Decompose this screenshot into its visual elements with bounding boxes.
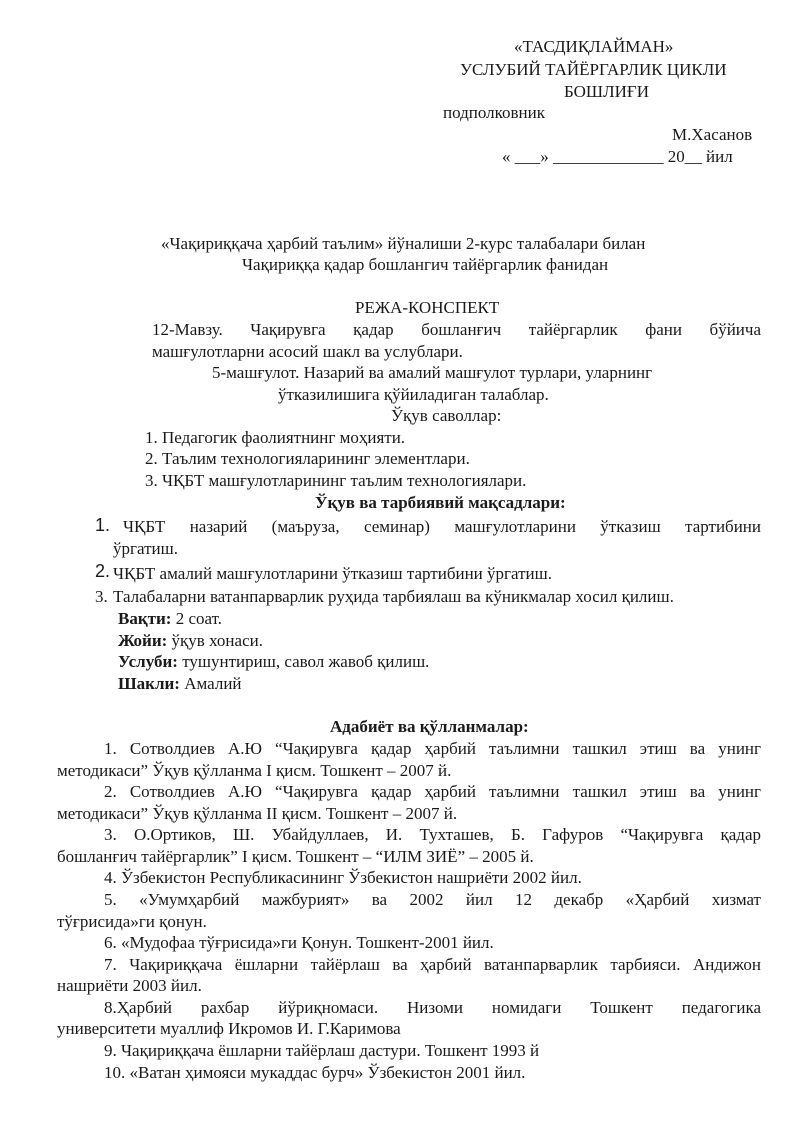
objective-text-line1: Талабаларни ватанпарварлик руҳида тарбиялаш ва кўникмалар хосил қилиш. <box>113 587 674 606</box>
detail-value: тушунтириш, савол жавоб қилиш. <box>177 652 430 671</box>
question-item: 1. Педагогик фаолиятнинг моҳияти. <box>145 428 406 447</box>
document-title: РЕЖА-КОНСПЕКТ <box>355 298 500 317</box>
intro-line1: «Чақириққача ҳарбий таълим» йўналиши 2-курс талабалари билан <box>161 234 646 253</box>
literature-item: 5. «Умумҳарбий мажбурият» ва 2002 йил 12 декабр «Ҳарбий хизмат <box>104 890 761 909</box>
literature-item: 6. «Мудофаа тўғрисида»ги Қонун. Тошкент-2001 йил. <box>104 933 494 952</box>
approval-cycle-line1: УСЛУБИЙ ТАЙЁРГАРЛИК ЦИКЛИ <box>460 60 727 79</box>
topic-line2: машғулотларни асосий шакл ва услублари. <box>152 342 463 361</box>
objective-text-line1: ЧҚБТ назарий (маъруза, семинар) машғулотларини ўтказиш тартибини <box>123 517 761 536</box>
detail-form <box>118 675 242 692</box>
literature-item-cont: методикаси” Ўқув қўлланма I қисм. Тошкент – 2007 й. <box>57 761 452 780</box>
detail-value: 2 соат. <box>171 609 223 628</box>
detail-method <box>118 653 429 670</box>
literature-item-cont: тўғрисида»ги қонун. <box>57 912 207 931</box>
literature-item: 7. Чақириққача ёшларни тайёрлаш ва ҳарбий ватанпарварлик тарбияси. Андижон <box>104 955 761 974</box>
literature-item: 10. «Ватан ҳимояси мукаддас бурч» Ўзбекистон 2001 йил. <box>104 1063 526 1082</box>
literature-item: 2. Сотволдиев А.Ю “Чақирувга қадар ҳарбий таълимни ташкил этиш ва унинг <box>104 782 761 801</box>
literature-item-cont: университети муаллиф Икромов И. Г.Каримова <box>57 1019 401 1038</box>
objectives-heading: Ўқув ва тарбиявий мақсадлари: <box>315 493 566 512</box>
literature-item: 8.Ҳарбий рахбар йўриқномаси. Низоми номидаги Тошкент педагогика <box>104 998 761 1017</box>
detail-value: ўқув хонаси. <box>167 631 263 650</box>
approval-name: М.Хасанов <box>672 125 753 144</box>
question-item: 2. Таълим технологияларининг элементлари. <box>145 449 470 468</box>
objective-number: 1. <box>95 515 111 535</box>
objective-text-line1: ЧҚБТ амалий машғулотларини ўтказиш тартибини ўргатиш. <box>113 564 552 583</box>
topic-line1: 12-Мавзу. Чақирувга қадар бошланғич тайёргарлик фани бўйича <box>152 320 761 339</box>
detail-label: Шакли: <box>118 674 180 693</box>
approval-date-line: « ___» _____________ 20__ йил <box>502 147 733 166</box>
literature-item-cont: бошланғич тайёргарлик” I қисм. Тошкент – “ИЛМ ЗИЁ” – 2005 й. <box>57 847 534 866</box>
detail-place <box>118 632 263 649</box>
objective-number: 2. <box>95 561 111 581</box>
detail-label: Услуби: <box>118 652 178 671</box>
approval-header: «ТАСДИҚЛАЙМАН» <box>514 37 674 56</box>
literature-item-cont: нашриёти 2003 йил. <box>57 976 202 995</box>
literature-item-cont: методикаси” Ўқув қўлланма II қисм. Тошкент – 2007 й. <box>57 804 458 823</box>
question-item: 3. ЧҚБТ машғулотларининг таълим технологиялари. <box>145 471 527 490</box>
literature-item: 9. Чақириққача ёшларни тайёрлаш дастури. Тошкент 1993 й <box>104 1041 540 1060</box>
literature-heading: Адабиёт ва қўлланмалар: <box>330 717 529 736</box>
lesson-line1: 5-машғулот. Назарий ва амалий машғулот турлари, уларнинг <box>212 363 653 382</box>
questions-heading: Ўқув саволлар: <box>391 406 502 425</box>
intro-line2: Чақириққа қадар бошлангич тайёргарлик фанидан <box>242 255 609 274</box>
detail-time <box>118 610 222 627</box>
objective-number: 3. <box>95 587 108 606</box>
detail-label: Жойи: <box>118 631 168 650</box>
lesson-line2: ўтказилишига қўйиладиган талаблар. <box>278 385 549 404</box>
objective-item <box>95 562 110 580</box>
literature-item: 4. Ўзбекистон Республикасининг Ўзбекистон нашриёти 2002 йил. <box>104 868 582 887</box>
approval-cycle-line2: БОШЛИҒИ <box>564 82 649 101</box>
literature-item: 3. О.Ортиков, Ш. Убайдуллаев, И. Тухташев, Б. Гафуров “Чақирувга қадар <box>104 825 761 844</box>
detail-label: Вақти: <box>118 609 172 628</box>
objective-text-line2: ўргатиш. <box>113 539 178 558</box>
literature-item: 1. Сотволдиев А.Ю “Чақирувга қадар ҳарбий таълимни ташкил этиш ва унинг <box>104 739 761 758</box>
approval-rank: подполковник <box>443 103 545 122</box>
detail-value: Амалий <box>179 674 242 693</box>
